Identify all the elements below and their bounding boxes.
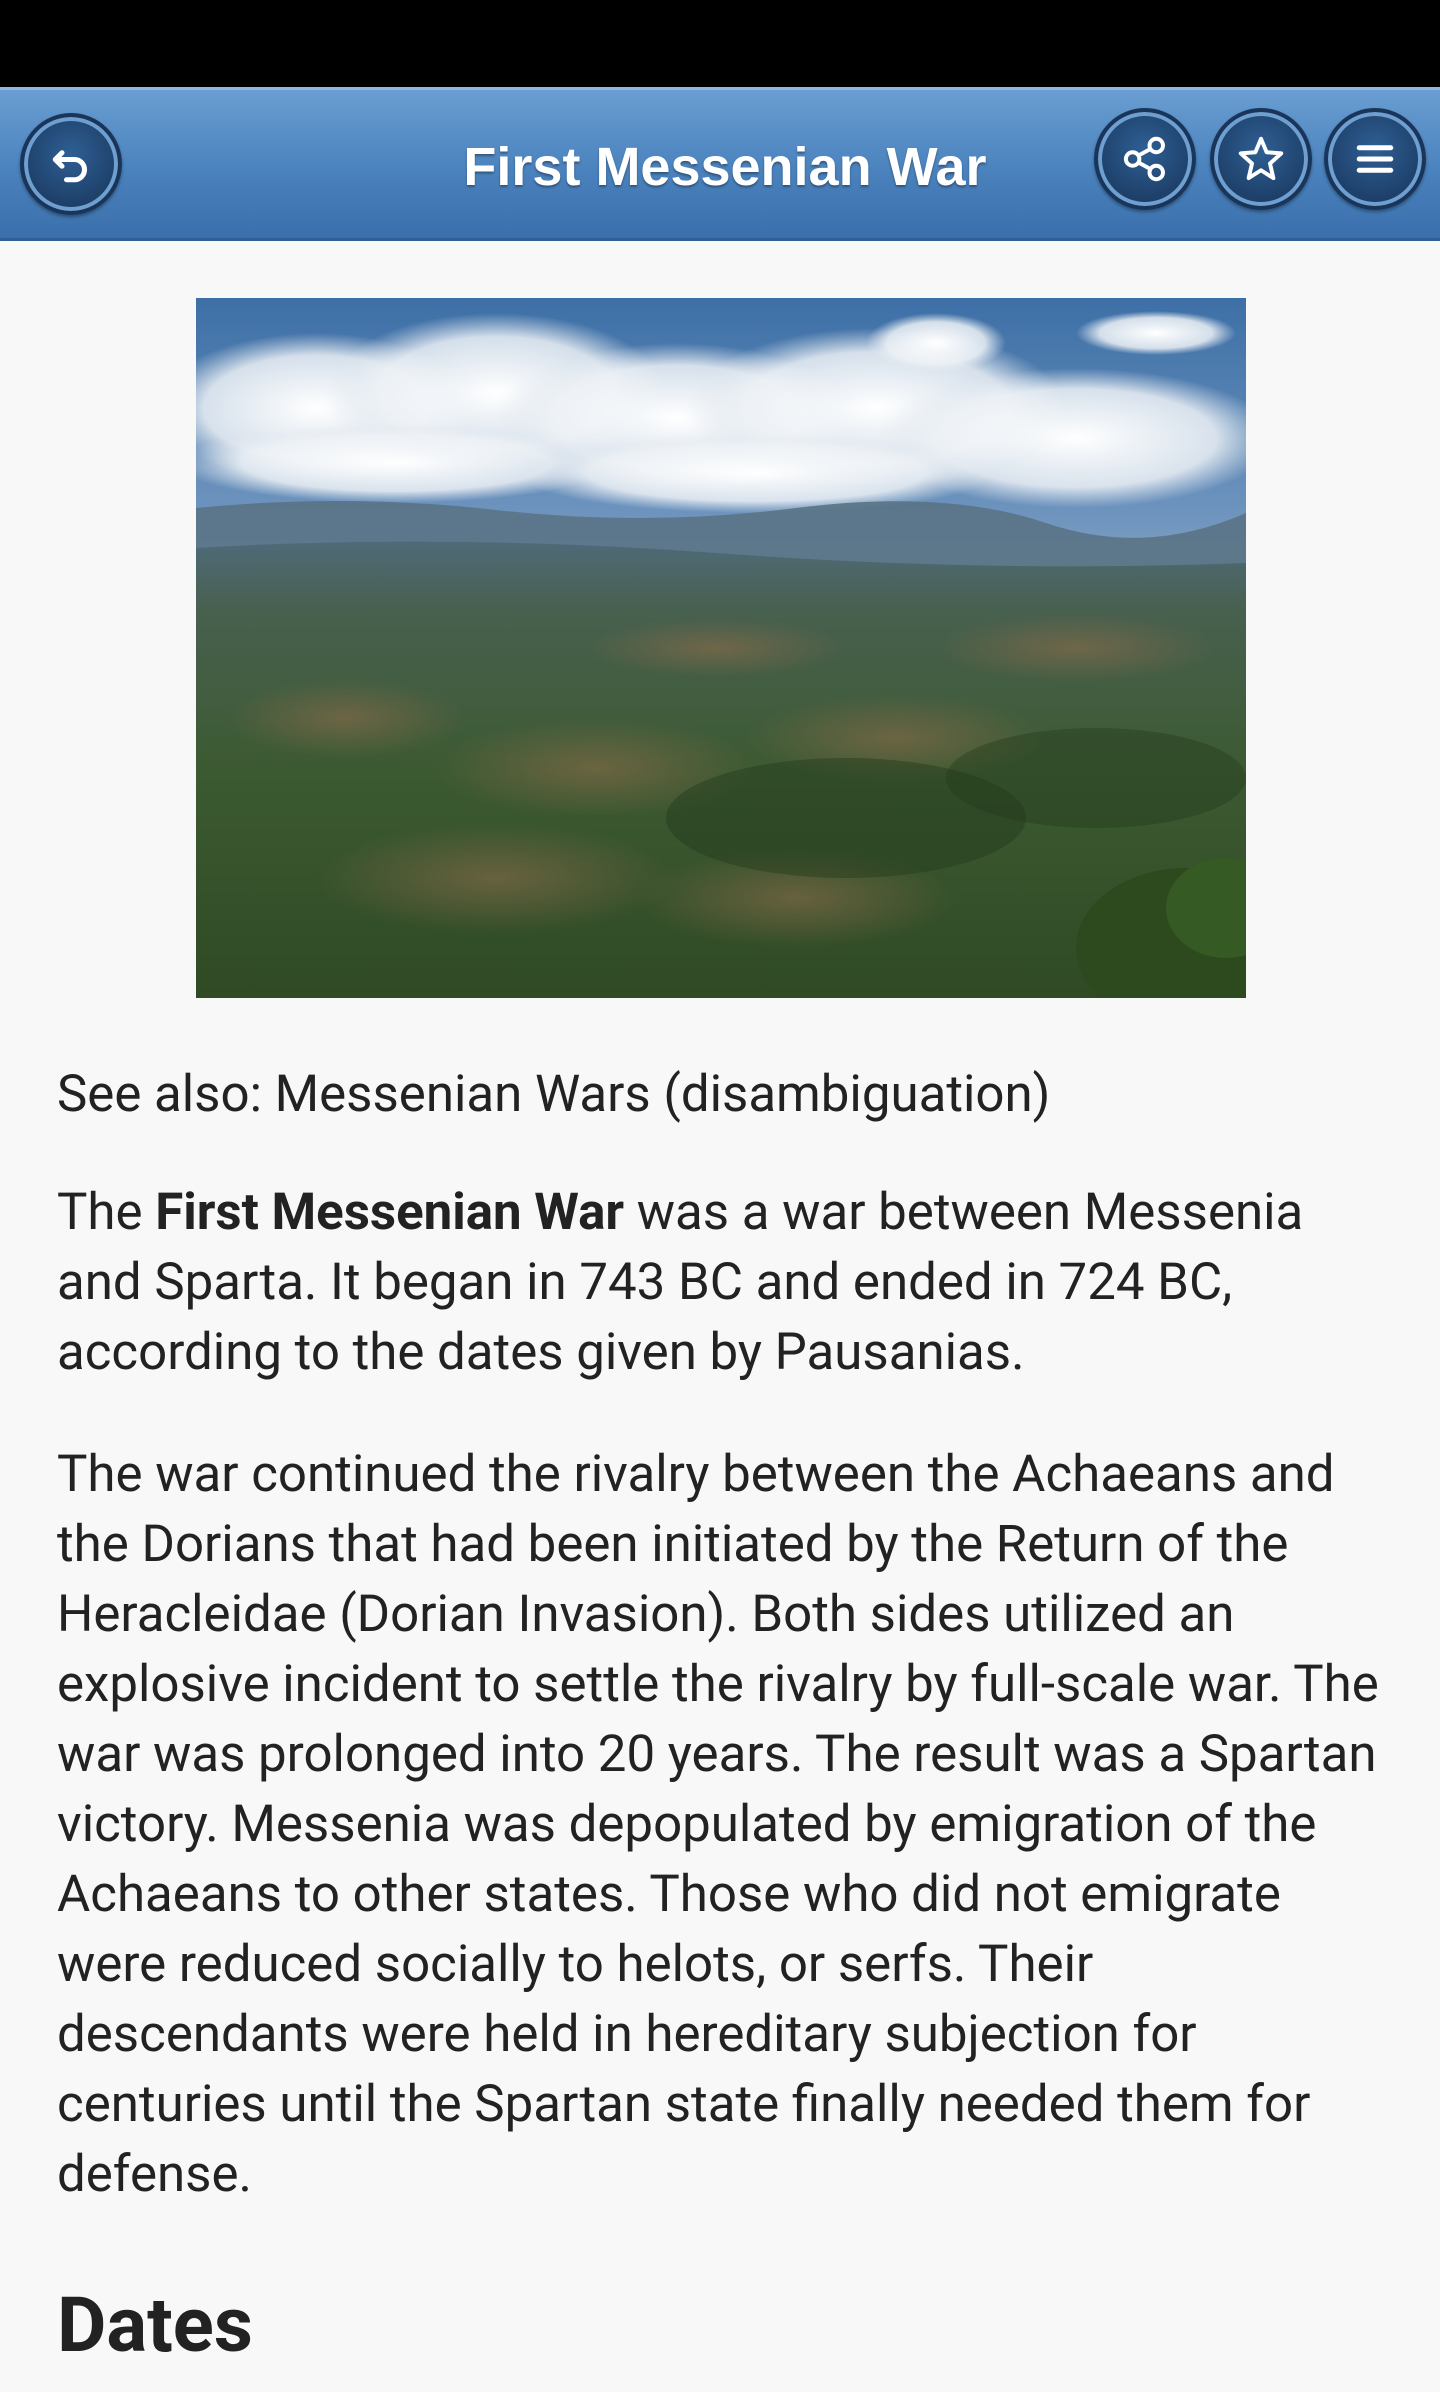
- back-button[interactable]: [20, 113, 122, 215]
- menu-button[interactable]: [1324, 108, 1426, 210]
- status-bar: [0, 0, 1440, 87]
- intro-text-end: was a war between Messenia and Sparta. It began in 743 BC and ended in 724 BC, according to the dates given by Pausanias.: [57, 1183, 1304, 1382]
- intro-text-start: The: [57, 1183, 156, 1242]
- back-arrow-icon: [44, 137, 98, 191]
- intro-bold-title: First Messenian War: [155, 1183, 625, 1242]
- landscape-image: [196, 298, 1246, 998]
- star-icon: [1234, 132, 1288, 186]
- article-content: [57, 1060, 1397, 2370]
- body-paragraph: The war continued the rivalry between the Achaeans and the Dorians that had been initiated by the Return of the Heracleidae (Dorian Invasion). Both sides utilized an explosive incident to settle the rivalry by full-scale war. The war was prolonged into 20 years. The result was a Spartan victory. Messenia was depopulated by emigration of the Achaeans to other states. Those who did not emigrate were reduced socially to helots, or serfs. Their descendants were held in hereditary subjection for centuries until the Spartan state finally needed them for defense.: [57, 1445, 1379, 2204]
- hamburger-menu-icon: [1348, 132, 1402, 186]
- share-button[interactable]: [1094, 108, 1196, 210]
- share-icon: [1118, 132, 1172, 186]
- page-title: First Messenian War: [463, 137, 987, 197]
- app-bar: [0, 87, 1440, 241]
- hero-image: [196, 298, 1246, 998]
- favorite-button[interactable]: [1210, 108, 1312, 210]
- section-heading-dates: Dates: [57, 2280, 253, 2370]
- intro-paragraph: [57, 1178, 1397, 1388]
- see-also-link[interactable]: See also: Messenian Wars (disambiguation): [57, 1065, 1051, 1124]
